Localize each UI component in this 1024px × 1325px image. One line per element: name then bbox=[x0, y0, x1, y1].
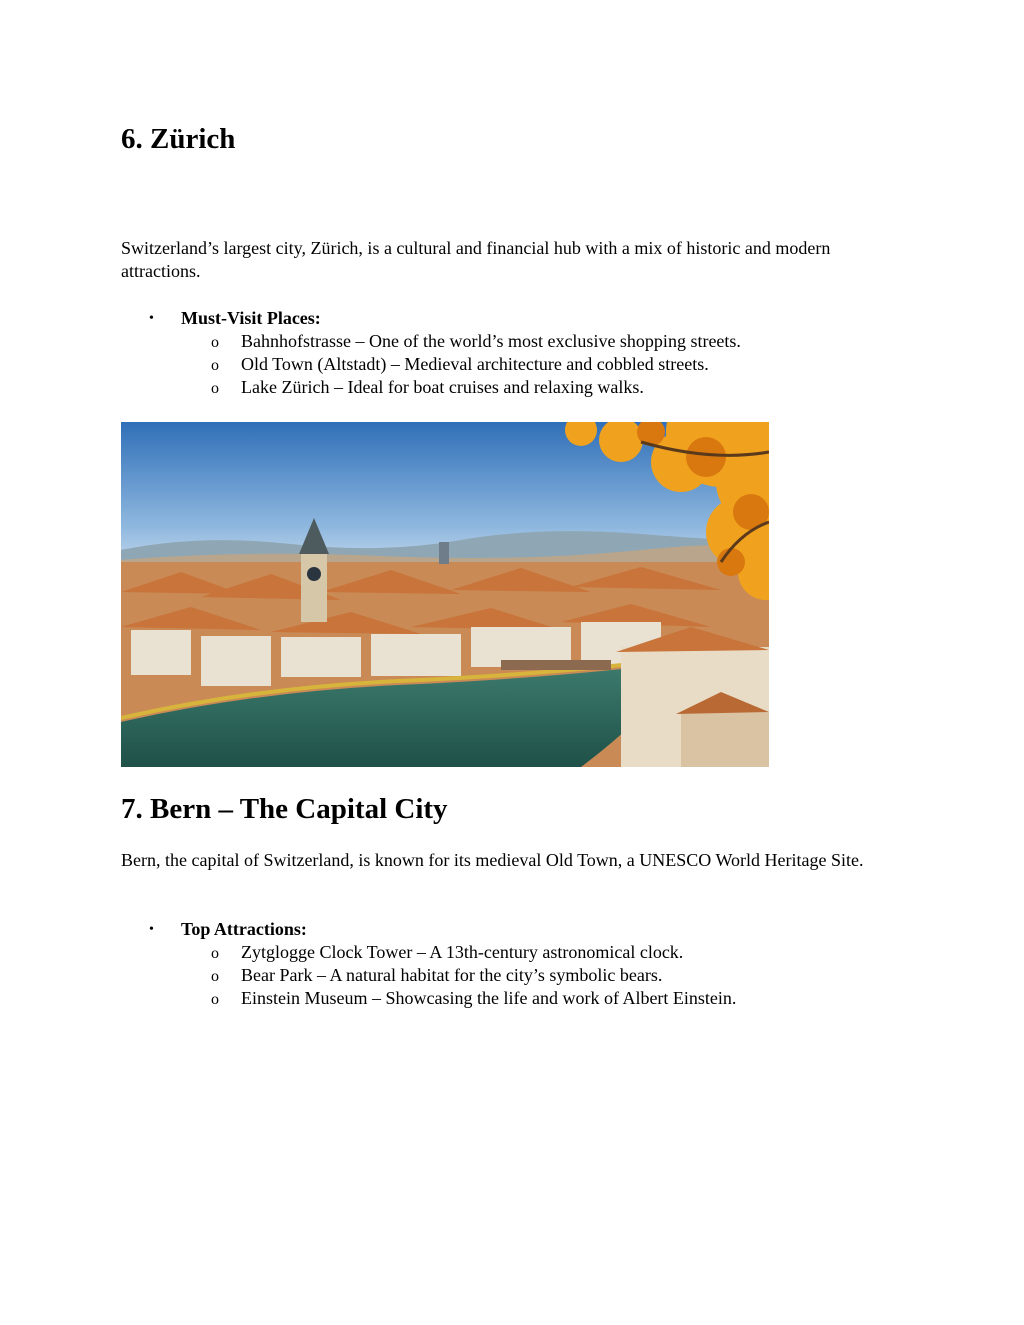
sub-bullet-marker: o bbox=[211, 334, 219, 351]
zurich-intro-paragraph: Switzerland’s largest city, Zürich, is a cultural and financial hub with a mix of historic and modern attractions. bbox=[121, 238, 831, 281]
bullet-marker: • bbox=[149, 311, 154, 326]
list-item bbox=[0, 307, 1024, 330]
place-bahnhofstrasse: Bahnhofstrasse – One of the world’s most exclusive shopping streets. bbox=[241, 331, 741, 351]
place-old-town: Old Town (Altstadt) – Medieval architecture and cobbled streets. bbox=[241, 354, 709, 374]
list-item bbox=[0, 987, 1024, 1010]
zurich-cityscape-photo bbox=[121, 422, 769, 767]
attraction-zytglogge: Zytglogge Clock Tower – A 13th-century astronomical clock. bbox=[241, 942, 684, 962]
place-lake-zurich: Lake Zürich – Ideal for boat cruises and relaxing walks. bbox=[241, 377, 644, 397]
sub-bullet-marker: o bbox=[211, 991, 219, 1008]
list-item bbox=[0, 941, 1024, 964]
sub-bullet-marker: o bbox=[211, 357, 219, 374]
top-attractions-label: Top Attractions: bbox=[181, 919, 307, 939]
list-item bbox=[0, 964, 1024, 987]
list-item bbox=[0, 918, 1024, 941]
zurich-places-list bbox=[0, 307, 1024, 399]
list-item bbox=[0, 376, 1024, 399]
list-item bbox=[0, 330, 1024, 353]
must-visit-label: Must-Visit Places: bbox=[181, 308, 321, 328]
bern-attractions-list bbox=[0, 918, 1024, 1010]
sub-bullet-marker: o bbox=[211, 380, 219, 397]
sub-bullet-marker: o bbox=[211, 968, 219, 985]
bern-intro-paragraph: Bern, the capital of Switzerland, is known for its medieval Old Town, a UNESCO World Heritage Site. bbox=[121, 850, 864, 870]
section-heading-zurich: 6. Zürich bbox=[121, 123, 236, 155]
section-heading-bern: 7. Bern – The Capital City bbox=[121, 793, 448, 825]
attraction-bear-park: Bear Park – A natural habitat for the city’s symbolic bears. bbox=[241, 965, 663, 985]
sub-bullet-marker: o bbox=[211, 945, 219, 962]
zurich-photo-illustration bbox=[121, 422, 769, 767]
bullet-marker: • bbox=[149, 922, 154, 937]
attraction-einstein-museum: Einstein Museum – Showcasing the life and work of Albert Einstein. bbox=[241, 988, 737, 1008]
list-item bbox=[0, 353, 1024, 376]
